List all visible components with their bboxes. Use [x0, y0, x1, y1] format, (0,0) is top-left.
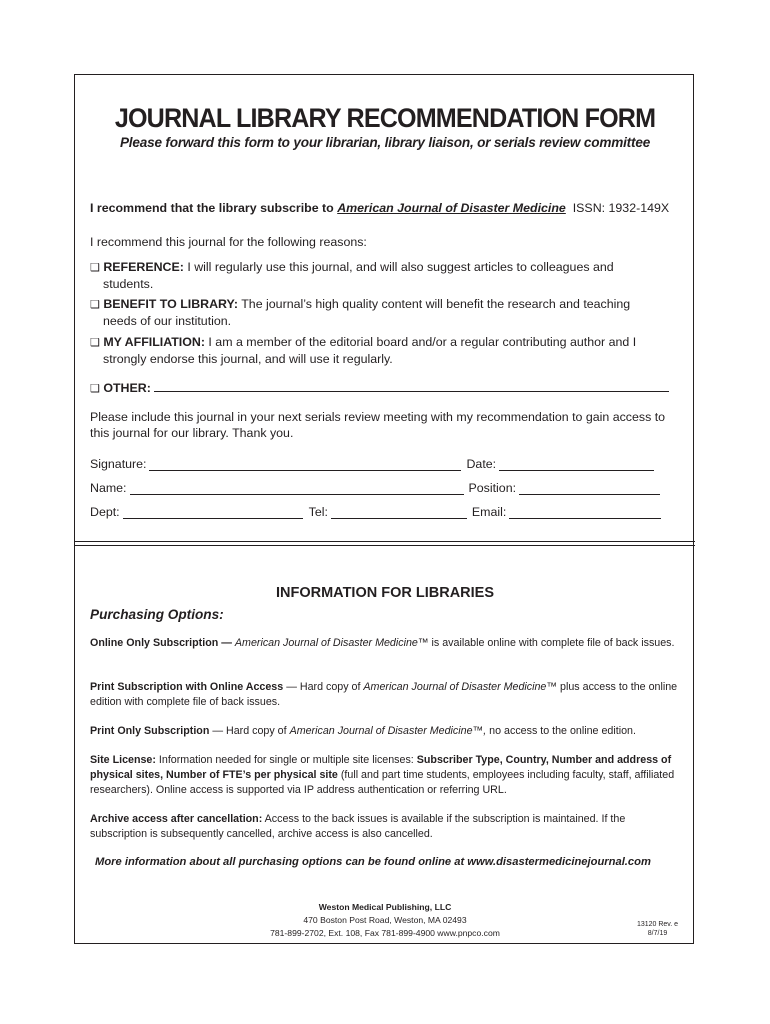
- online-only-label: Online Only Subscription —: [90, 637, 232, 649]
- section-divider: [75, 541, 695, 546]
- site-license-text: (full and part time students, employees including faculty, staff, affiliated researchers). Online access is supported via IP address authentication or referring URL.: [90, 769, 675, 796]
- name-label: Name:: [90, 481, 127, 495]
- archive-label: Archive access after cancellation:: [90, 813, 263, 825]
- site-license-bold: Subscriber Type, Country, Number and address of physical sites, Number of FTE’s per physical site: [90, 754, 672, 781]
- journal-name-inline: American Journal of Disaster Medicine™: [234, 637, 429, 649]
- recommend-statement: [90, 201, 669, 215]
- print-online-text: plus access to the online edition with complete file of back issues.: [90, 681, 678, 708]
- journal-name: American Journal of Disaster Medicine: [337, 201, 566, 215]
- site-license-label: Site License:: [90, 754, 156, 766]
- checkbox-icon[interactable]: ❑: [90, 299, 100, 311]
- reason-other[interactable]: [90, 379, 670, 397]
- reason-text-cont: needs of our institution.: [103, 314, 232, 328]
- dept-row: [90, 505, 675, 519]
- print-only-label: Print Only Subscription: [90, 725, 210, 737]
- reason-text-cont: strongly endorse this journal, and will use it regularly.: [103, 352, 393, 366]
- reason-reference[interactable]: [90, 259, 670, 292]
- signature-field[interactable]: [149, 459, 461, 471]
- position-label: Position:: [468, 481, 517, 495]
- signature-row: [90, 457, 675, 471]
- journal-name-inline: American Journal of Disaster Medicine™,: [289, 725, 487, 737]
- site-license-paragraph: [90, 753, 685, 798]
- publisher-contact: 781-899-2702, Ext. 108, Fax 781-899-4900 www.pnpco.com: [270, 928, 500, 938]
- purchasing-options-heading: Purchasing Options:: [90, 607, 224, 622]
- more-info-line: More information about all purchasing options can be found online at www.disastermedicinejournal.com: [95, 856, 651, 868]
- site-license-pre: Information needed for single or multiple site licenses:: [158, 754, 414, 766]
- recommend-prefix: I recommend that the library subscribe to: [90, 201, 334, 215]
- issn: ISSN: 1932-149X: [572, 201, 670, 215]
- reason-text: The journal’s high quality content will benefit the research and teaching: [241, 297, 631, 311]
- signature-label: Signature:: [90, 457, 147, 471]
- reason-text: I am a member of the editorial board and/or a regular contributing author and I: [208, 335, 637, 349]
- page-title: JOURNAL LIBRARY RECOMMENDATION FORM: [114, 103, 656, 133]
- checkbox-icon[interactable]: ❑: [90, 337, 100, 349]
- closing-text: Please include this journal in your next serials review meeting with my recommendation to gain access to this journal for our library. Thank you.: [90, 410, 666, 440]
- reason-label: MY AFFILIATION:: [103, 335, 205, 349]
- name-row: [90, 481, 675, 495]
- email-label: Email:: [471, 505, 507, 519]
- tel-label: Tel:: [308, 505, 328, 519]
- revision-stamp: [625, 920, 690, 938]
- position-field[interactable]: [519, 483, 660, 495]
- print-only-text: no access to the online edition.: [489, 725, 636, 737]
- name-field[interactable]: [130, 483, 464, 495]
- info-title: INFORMATION FOR LIBRARIES: [275, 585, 495, 601]
- print-online-label: Print Subscription with Online Access: [90, 681, 284, 693]
- checkbox-icon[interactable]: ❑: [90, 383, 100, 395]
- print-only-pre: — Hard copy of: [212, 725, 287, 737]
- dept-field[interactable]: [123, 507, 303, 519]
- form-frame: [74, 74, 694, 944]
- page-subtitle: Please forward this form to your librarian, library liaison, or serials review committee: [119, 135, 651, 150]
- tel-field[interactable]: [331, 507, 467, 519]
- online-only-paragraph: [90, 636, 685, 651]
- reason-text-cont: students.: [103, 277, 154, 291]
- revision-code: 13120 Rev. e: [636, 921, 679, 928]
- reason-benefit[interactable]: [90, 296, 670, 329]
- archive-paragraph: [90, 812, 685, 842]
- revision-date: 8/7/19: [647, 930, 668, 937]
- date-field[interactable]: [499, 459, 654, 471]
- reason-label: REFERENCE:: [103, 260, 184, 274]
- archive-text: Access to the back issues is available if the subscription is maintained. If the subscription is subsequently cancelled, archive access is also cancelled.: [90, 813, 626, 840]
- online-only-text: is available online with complete file of back issues.: [431, 637, 675, 649]
- checkbox-icon[interactable]: ❑: [90, 262, 100, 274]
- reasons-intro: I recommend this journal for the following reasons:: [90, 235, 367, 249]
- print-online-paragraph: [90, 680, 685, 710]
- other-input-line[interactable]: [154, 379, 669, 392]
- print-online-pre: — Hard copy of: [286, 681, 361, 693]
- publisher-footer: [195, 901, 575, 940]
- publisher-address: 470 Boston Post Road, Weston, MA 02493: [303, 915, 467, 925]
- reason-label: BENEFIT TO LIBRARY:: [103, 297, 239, 311]
- dept-label: Dept:: [90, 505, 120, 519]
- other-label: OTHER:: [103, 381, 151, 395]
- email-field[interactable]: [509, 507, 661, 519]
- publisher-name: Weston Medical Publishing, LLC: [318, 902, 452, 912]
- reason-affiliation[interactable]: [90, 334, 670, 367]
- journal-name-inline: American Journal of Disaster Medicine™: [363, 681, 558, 693]
- reason-text: I will regularly use this journal, and will also suggest articles to colleagues and: [187, 260, 614, 274]
- print-only-paragraph: [90, 724, 685, 739]
- date-label: Date:: [466, 457, 497, 471]
